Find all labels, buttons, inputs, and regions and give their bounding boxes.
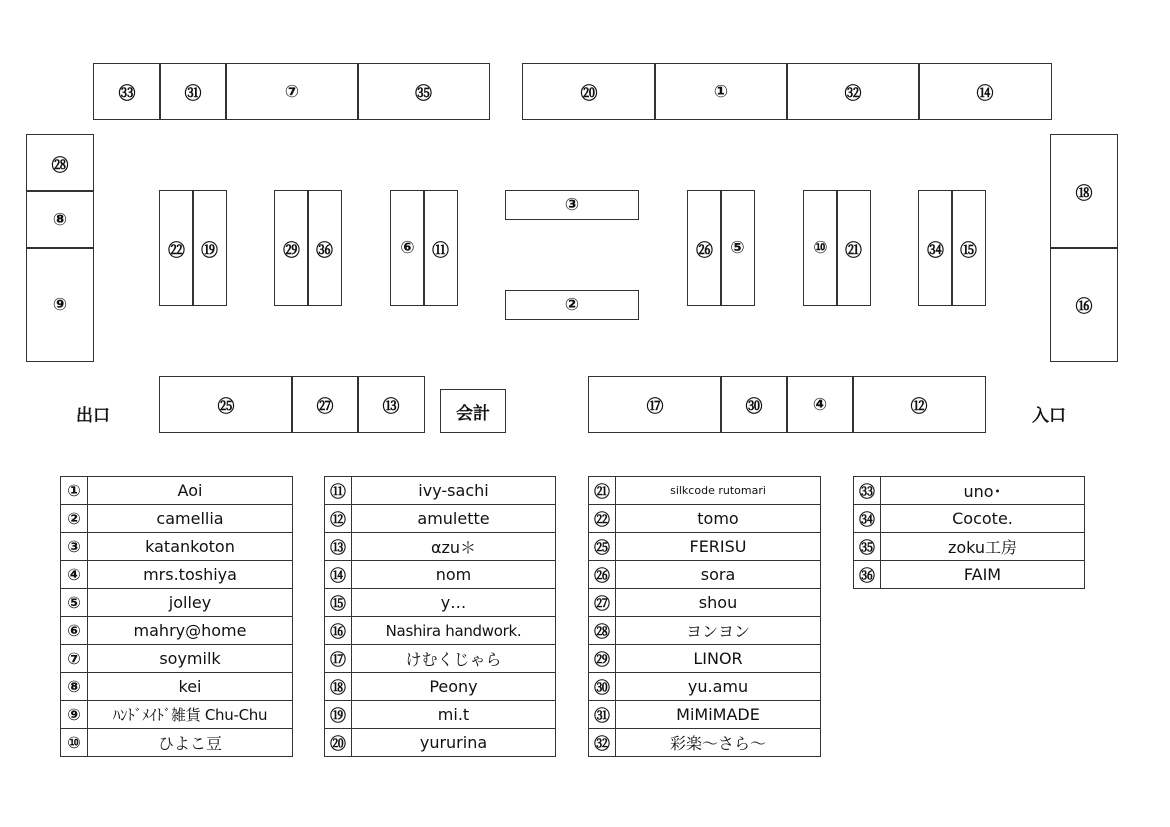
table-row: ⑨ ﾊﾝﾄﾞﾒｲﾄﾞ雑貨 Chu-Chu <box>61 701 293 729</box>
booth-27: ㉗ <box>291 376 359 433</box>
booth-9: ⑨ <box>26 247 94 362</box>
table-row: ⑮ y… <box>325 589 556 617</box>
table-row: ③ katankoton <box>61 533 293 561</box>
booth-28: ㉘ <box>26 134 94 192</box>
table-row: ⑦ soymilk <box>61 645 293 673</box>
table-row: ④ mrs.toshiya <box>61 561 293 589</box>
booth-16: ⑯ <box>1050 247 1118 362</box>
table-row: ㉒ tomo <box>589 505 821 533</box>
booth-35: ㉟ <box>357 63 490 120</box>
booth-12: ⑫ <box>852 376 986 433</box>
legend-table-4 <box>853 476 1085 589</box>
table-row: ㉜ 彩楽～さら～ <box>589 729 821 757</box>
table-row: ⑭ nom <box>325 561 556 589</box>
table-row: ㉑ silkcode rutomari <box>589 477 821 505</box>
table-row: ㉟ zoku工房 <box>854 533 1085 561</box>
table-row: ⑯ Nashira handwork. <box>325 617 556 645</box>
table-row: ⑳ yururina <box>325 729 556 757</box>
table-row: ⑫ amulette <box>325 505 556 533</box>
booth-13: ⑬ <box>357 376 425 433</box>
table-row: ⑥ mahry@home <box>61 617 293 645</box>
table-row: ② camellia <box>61 505 293 533</box>
booth-20: ⑳ <box>522 63 656 120</box>
checkout-counter: 会計 <box>440 389 506 433</box>
booth-34: ㉞ <box>918 190 953 306</box>
table-row: ㉗ shou <box>589 589 821 617</box>
booth-5: ⑤ <box>720 190 755 306</box>
table-row: ⑪ ivy-sachi <box>325 477 556 505</box>
booth-36: ㊱ <box>307 190 342 306</box>
booth-8: ⑧ <box>26 190 94 249</box>
booth-32: ㉜ <box>786 63 920 120</box>
table-row: ⑤ jolley <box>61 589 293 617</box>
booth-6: ⑥ <box>390 190 425 306</box>
booth-31: ㉛ <box>159 63 227 120</box>
booth-10: ⑩ <box>803 190 838 306</box>
exit-label: 出口 <box>76 406 110 426</box>
booth-19: ⑲ <box>192 190 227 306</box>
table-row: ㉞ Cocote. <box>854 505 1085 533</box>
table-row: ⑰ けむくじゃら <box>325 645 556 673</box>
table-row: ① Aoi <box>61 477 293 505</box>
table-row: ㉕ FERISU <box>589 533 821 561</box>
table-row: ⑱ Peony <box>325 673 556 701</box>
booth-30: ㉚ <box>720 376 788 433</box>
table-row: ⑧ kei <box>61 673 293 701</box>
booth-7: ⑦ <box>225 63 359 120</box>
table-row: ㉖ sora <box>589 561 821 589</box>
booth-25: ㉕ <box>159 376 293 433</box>
booth-2: ② <box>505 290 639 320</box>
booth-4: ④ <box>786 376 854 433</box>
booth-17: ⑰ <box>588 376 722 433</box>
legend-table-3 <box>588 476 821 757</box>
table-row: ⑬ αzu＊ <box>325 533 556 561</box>
booth-22: ㉒ <box>159 190 194 306</box>
booth-11: ⑪ <box>423 190 458 306</box>
table-row: ㉚ yu.amu <box>589 673 821 701</box>
booth-15: ⑮ <box>951 190 986 306</box>
table-row: ㉘ ヨンヨン <box>589 617 821 645</box>
booth-21: ㉑ <box>836 190 871 306</box>
table-row: ㊱ FAIM <box>854 561 1085 589</box>
table-row: ㉛ MiMiMADE <box>589 701 821 729</box>
booth-26: ㉖ <box>687 190 722 306</box>
table-row: ㉝ uno･ <box>854 477 1085 505</box>
booth-33: ㉝ <box>93 63 161 120</box>
booth-14: ⑭ <box>918 63 1052 120</box>
booth-1: ① <box>654 63 788 120</box>
table-row: ⑩ ひよこ豆 <box>61 729 293 757</box>
booth-18: ⑱ <box>1050 134 1118 249</box>
legend-table-2 <box>324 476 556 757</box>
table-row: ⑲ mi.t <box>325 701 556 729</box>
booth-3: ③ <box>505 190 639 220</box>
booth-29: ㉙ <box>274 190 309 306</box>
entrance-label: 入口 <box>1032 406 1066 426</box>
table-row: ㉙ LINOR <box>589 645 821 673</box>
legend-table-1 <box>60 476 293 757</box>
